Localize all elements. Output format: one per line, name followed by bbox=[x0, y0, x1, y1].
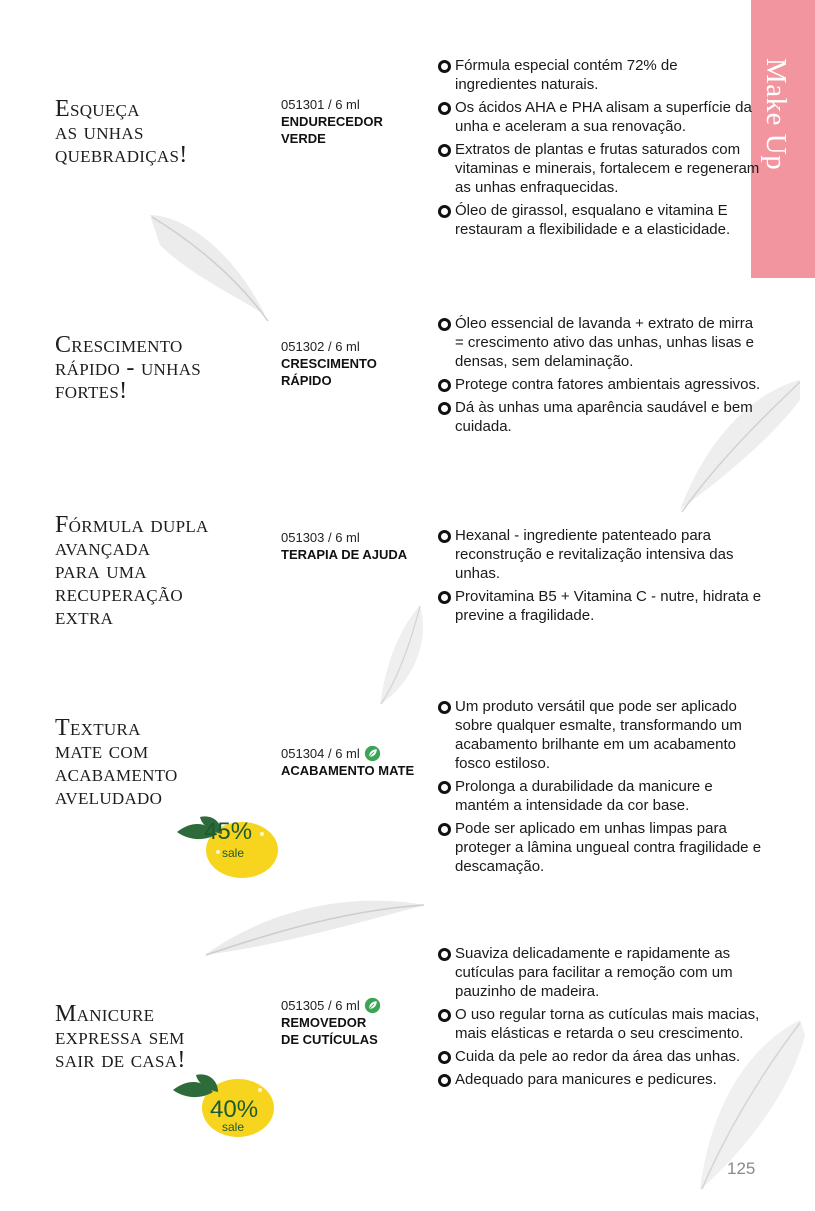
sale-badge bbox=[168, 1072, 278, 1140]
bullet-circle-icon bbox=[438, 530, 451, 543]
bullet-circle-icon bbox=[438, 781, 451, 794]
bullet-circle-icon bbox=[438, 102, 451, 115]
bullet-circle-icon bbox=[438, 701, 451, 714]
benefit-text: Adequado para manicures e pedicures. bbox=[455, 1071, 717, 1088]
product-name: CRESCIMENTO RÁPIDO bbox=[281, 356, 377, 388]
sale-label: sale bbox=[222, 846, 245, 860]
bullet-circle-icon bbox=[438, 379, 451, 392]
feather-decoration bbox=[365, 600, 435, 710]
benefit-text: Hexanal - ingrediente patenteado para reconstrução e revitalização intensiva das unhas. bbox=[455, 527, 734, 582]
benefit-text: Extratos de plantas e frutas saturados com vitaminas e minerais, fortalecem e regeneram as unhas enfraquecidas. bbox=[455, 141, 760, 196]
benefit-item bbox=[438, 944, 763, 1001]
bullet-circle-icon bbox=[438, 948, 451, 961]
benefit-text: Pode ser aplicado em unhas limpas para proteger a lâmina ungueal contra fragilidade e descamação. bbox=[455, 820, 762, 875]
product-meta bbox=[281, 338, 377, 389]
sale-percent: 45% bbox=[204, 818, 253, 845]
bullet-circle-icon bbox=[438, 823, 451, 836]
benefit-item bbox=[438, 140, 763, 197]
benefit-item bbox=[438, 56, 763, 94]
sale-percent: 40% bbox=[210, 1096, 259, 1123]
bullet-circle-icon bbox=[438, 1074, 451, 1087]
product-meta bbox=[281, 745, 414, 779]
benefit-item bbox=[438, 1005, 763, 1043]
benefit-text: Dá às unhas uma aparência saudável e bem cuidada. bbox=[455, 399, 753, 435]
product-name: ACABAMENTO MATE bbox=[281, 763, 415, 778]
benefit-item bbox=[438, 526, 763, 583]
product-code-text: 051301 / 6 ml bbox=[281, 97, 360, 112]
benefit-item bbox=[438, 819, 763, 876]
benefit-item bbox=[438, 1047, 763, 1066]
bullet-circle-icon bbox=[438, 144, 451, 157]
benefit-list bbox=[438, 526, 763, 629]
product-name: REMOVEDOR DE CUTÍCULAS bbox=[281, 1015, 378, 1047]
benefit-text: Óleo essencial de lavanda + extrato de mirra = crescimento ativo das unhas, unhas lisas e densas, sem delaminação. bbox=[455, 315, 754, 370]
bullet-circle-icon bbox=[438, 1051, 451, 1064]
product-headline: Fórmula dupla avançada para uma recuperação extra bbox=[55, 512, 209, 630]
page-number: 125 bbox=[727, 1159, 756, 1178]
bullet-circle-icon bbox=[438, 402, 451, 415]
benefit-item bbox=[438, 1070, 763, 1089]
benefit-text: Protege contra fatores ambientais agressivos. bbox=[455, 376, 761, 393]
benefit-list bbox=[438, 314, 763, 440]
benefit-text: Prolonga a durabilidade da manicure e mantém a intensidade da cor base. bbox=[455, 778, 713, 814]
bullet-circle-icon bbox=[438, 1009, 451, 1022]
product-code-text: 051303 / 6 ml bbox=[281, 530, 360, 545]
eco-leaf-icon bbox=[364, 745, 381, 762]
benefit-text: Fórmula especial contém 72% de ingredientes naturais. bbox=[455, 57, 678, 93]
bullet-circle-icon bbox=[438, 60, 451, 73]
benefit-text: Os ácidos AHA e PHA alisam a superfície da unha e aceleram a sua renovação. bbox=[455, 99, 752, 135]
benefit-item bbox=[438, 375, 763, 394]
bullet-circle-icon bbox=[438, 591, 451, 604]
product-meta bbox=[281, 997, 381, 1048]
feather-decoration bbox=[200, 885, 430, 965]
benefit-item bbox=[438, 697, 763, 773]
benefit-list bbox=[438, 944, 763, 1093]
product-headline: Esqueça as unhas quebradiças! bbox=[55, 96, 188, 168]
sale-badge bbox=[172, 812, 282, 880]
section-tab-label: Make Up bbox=[760, 58, 792, 171]
product-code bbox=[281, 529, 407, 546]
sale-label: sale bbox=[222, 1120, 245, 1134]
product-headline: Manicure expressa sem sair de casa! bbox=[55, 1001, 186, 1073]
product-code-text: 051305 / 6 ml bbox=[281, 998, 360, 1013]
bullet-circle-icon bbox=[438, 318, 451, 331]
product-meta bbox=[281, 96, 383, 147]
benefit-text: O uso regular torna as cutículas mais macias, mais elásticas e retarda o seu crescimento. bbox=[455, 1006, 760, 1042]
benefit-item bbox=[438, 587, 763, 625]
product-code bbox=[281, 997, 381, 1014]
product-code-text: 051302 / 6 ml bbox=[281, 339, 360, 354]
benefit-text: Cuida da pele ao redor da área das unhas. bbox=[455, 1048, 741, 1065]
product-code bbox=[281, 96, 383, 113]
benefit-list bbox=[438, 56, 763, 243]
product-code-text: 051304 / 6 ml bbox=[281, 746, 360, 761]
feather-decoration bbox=[140, 195, 280, 335]
benefit-text: Óleo de girassol, esqualano e vitamina E restauram a flexibilidade e a elasticidade. bbox=[455, 202, 731, 238]
product-code bbox=[281, 745, 414, 762]
benefit-item bbox=[438, 201, 763, 239]
product-code bbox=[281, 338, 377, 355]
eco-leaf-icon bbox=[364, 997, 381, 1014]
benefit-item bbox=[438, 98, 763, 136]
benefit-text: Suaviza delicadamente e rapidamente as cutículas para facilitar a remoção com um pauzinho de madeira. bbox=[455, 945, 733, 1000]
product-headline: Textura mate com acabamento aveludado bbox=[55, 715, 178, 810]
product-headline: Crescimento rápido - unhas fortes! bbox=[55, 332, 202, 404]
benefit-item bbox=[438, 777, 763, 815]
benefit-text: Provitamina B5 + Vitamina C - nutre, hidrata e previne a fragilidade. bbox=[455, 588, 762, 624]
benefit-text: Um produto versátil que pode ser aplicado sobre qualquer esmalte, transformando um acabamento brilhante em um acabamento fosco estiloso. bbox=[455, 698, 742, 772]
bullet-circle-icon bbox=[438, 205, 451, 218]
benefit-list bbox=[438, 697, 763, 880]
benefit-item bbox=[438, 398, 763, 436]
benefit-item bbox=[438, 314, 763, 371]
product-meta bbox=[281, 529, 407, 563]
product-name: ENDURECEDOR VERDE bbox=[281, 114, 383, 146]
product-name: TERAPIA DE AJUDA bbox=[281, 547, 408, 562]
